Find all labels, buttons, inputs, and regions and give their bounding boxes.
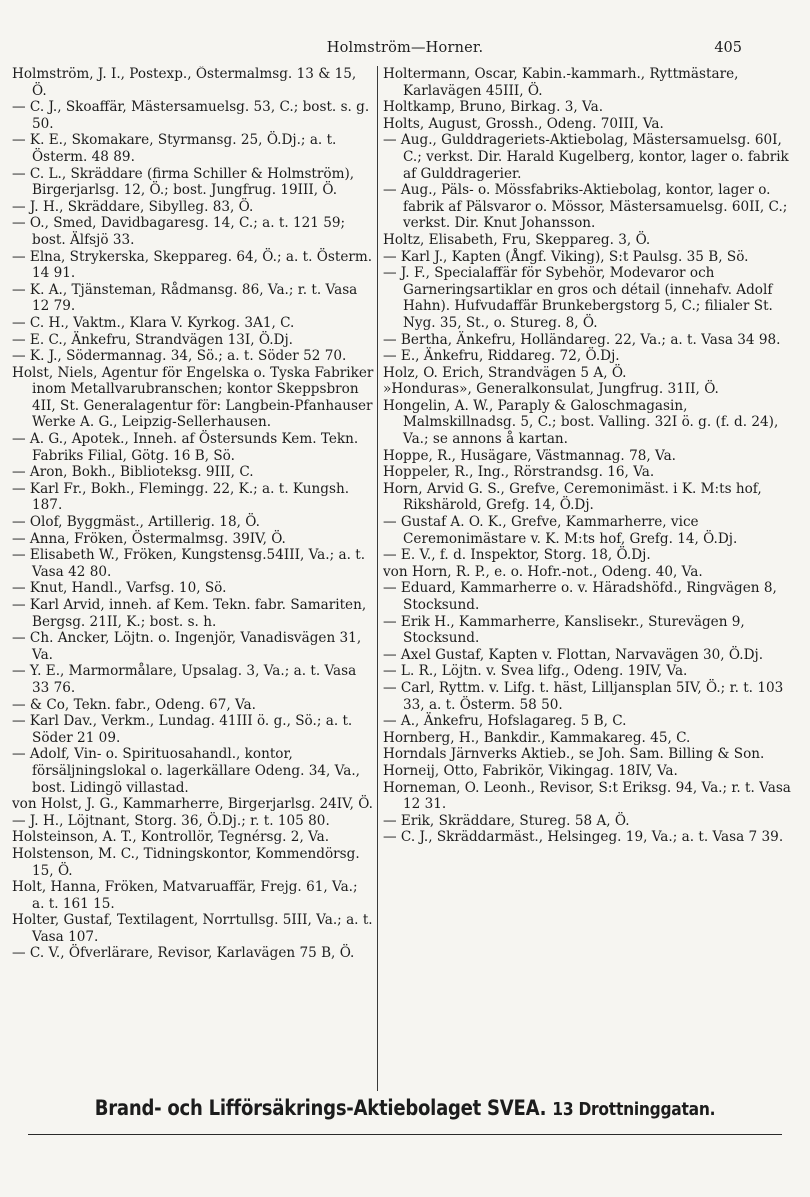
directory-entry: Holz, O. Erich, Strandvägen 5 A, Ö. <box>383 364 627 381</box>
directory-entry: — J. H., Skräddare, Sibylleg. 83, Ö. <box>12 198 254 215</box>
directory-entry: — C. J., Skräddarmäst., Helsingeg. 19, Va.; a. t. Vasa 7 39. <box>383 829 784 846</box>
directory-entry: — E., Änkefru, Riddareg. 72, Ö.Dj. <box>383 348 620 365</box>
column-divider <box>377 66 378 1091</box>
directory-entry: Hornberg, H., Bankdir., Kammakareg. 45, C. <box>383 729 691 746</box>
directory-entry: — Erik, Skräddare, Stureg. 58 A, Ö. <box>383 812 630 829</box>
directory-entry: Horneij, Otto, Fabrikör, Vikingag. 18IV, Va. <box>383 762 678 779</box>
directory-entry: — O., Smed, Davidbagaresg. 14, C.; a. t. 121 59; bost. Älfsjö 33. <box>12 215 346 248</box>
directory-entry: Holmström, J. I., Postexp., Östermalmsg. 13 & 15, Ö. <box>12 66 357 99</box>
directory-entry: — Aron, Bokh., Biblioteksg. 9III, C. <box>12 464 254 481</box>
directory-entry: — Carl, Ryttm. v. Lifg. t. häst, Lilljansplan 5IV, Ö.; r. t. 103 33, a. t. Österm. 58 50. <box>383 679 784 713</box>
directory-entry: Holt, Hanna, Fröken, Matvaruaffär, Frejg. 61, Va.; a. t. 161 15. <box>12 879 358 912</box>
directory-entry: Holter, Gustaf, Textilagent, Norrtullsg. 5III, Va.; a. t. Vasa 107. <box>12 912 373 945</box>
directory-entry: — Ch. Ancker, Löjtn. o. Ingenjör, Vanadisvägen 31, Va. <box>12 630 362 663</box>
directory-entry: — Gustaf A. O. K., Grefve, Kammarherre, vice Ceremonimästare v. K. M:ts hof, Grefg. 14, Ö.Dj. <box>383 514 738 547</box>
directory-entry: Holtz, Elisabeth, Fru, Skeppareg. 3, Ö. <box>383 231 651 248</box>
advertisement-banner <box>57 1096 754 1120</box>
directory-entry: — Olof, Byggmäst., Artillerig. 18, Ö. <box>12 514 260 531</box>
directory-entry: — C. L., Skräddare (firma Schiller & Holmström), Birgerjarlsg. 12, Ö.; bost. Jungfrug. 19III, Ö. <box>12 165 355 199</box>
directory-entry: Holtermann, Oscar, Kabin.-kammarh., Ryttmästare, Karlavägen 45III, Ö. <box>383 66 739 99</box>
directory-entry: — L. R., Löjtn. v. Svea lifg., Odeng. 19IV, Va. <box>383 663 688 680</box>
directory-entry: — & Co, Tekn. fabr., Odeng. 67, Va. <box>12 696 256 713</box>
advertisement-address: 13 Drottninggatan. <box>552 1099 716 1120</box>
directory-entry: — C. H., Vaktm., Klara V. Kyrkog. 3A1, C. <box>12 314 295 331</box>
directory-entry: »Honduras», Generalkonsulat, Jungfrug. 31II, Ö. <box>383 381 719 398</box>
directory-entry: — Elna, Strykerska, Skeppareg. 64, Ö.; a. t. Österm. 14 91. <box>12 248 373 282</box>
directory-entry: — Adolf, Vin- o. Spirituosahandl., kontor, försäljningslokal o. lagerkällare Odeng. 34, Va., bost. Lidingö villastad. <box>12 746 360 796</box>
directory-entry: Holstenson, M. C., Tidningskontor, Kommendörsg. 15, Ö. <box>12 845 360 879</box>
directory-entry: — Karl Dav., Verkm., Lundag. 41III ö. g., Sö.; a. t. Söder 21 09. <box>12 713 353 746</box>
directory-entry: — K. E., Skomakare, Styrmansg. 25, Ö.Dj.; a. t. Österm. 48 89. <box>12 132 337 165</box>
directory-entry: — K. J., Södermannag. 34, Sö.; a. t. Söder 52 70. <box>12 348 347 365</box>
directory-entry: von Horn, R. P., e. o. Hofr.-not., Odeng. 40, Va. <box>383 563 703 580</box>
directory-entry: — A. G., Apotek., Inneh. af Östersunds Kem. Tekn. Fabriks Filial, Götg. 16 B, Sö. <box>12 431 359 464</box>
right-column <box>383 66 801 1091</box>
directory-entry: Holts, August, Grossh., Odeng. 70III, Va. <box>383 115 664 132</box>
advertisement-text: Brand- och Lifförsäkrings-Aktiebolaget SVEA. <box>94 1096 547 1120</box>
directory-entry: von Holst, J. G., Kammarherre, Birgerjarlsg. 24IV, Ö. <box>12 796 373 813</box>
directory-entry: Hoppe, R., Husägare, Västmannag. 78, Va. <box>383 447 677 464</box>
directory-entry: Hoppeler, R., Ing., Rörstrandsg. 16, Va. <box>383 464 655 481</box>
directory-entry: — Aug., Gulddrageriets-Aktiebolag, Mästersamuelsg. 60I, C.; verkst. Dir. Harald Kugelberg, kontor, lager o. fabrik af Gulddragerier. <box>383 132 789 182</box>
directory-entry: — Karl Arvid, inneh. af Kem. Tekn. fabr. Samariten, Bergsg. 21II, K.; bost. s. h. <box>12 597 367 630</box>
directory-entry: — Karl Fr., Bokh., Flemingg. 22, K.; a. t. Kungsh. 187. <box>12 480 350 514</box>
directory-entry: Horn, Arvid G. S., Grefve, Ceremonimäst. i K. M:ts hof, Rikshärold, Grefg. 14, Ö.Dj. <box>383 480 762 514</box>
directory-entry: Hongelin, A. W., Paraply & Galoschmagasin, Malmskillnadsg. 5, C.; bost. Valling. 32I ö. g. (f. d. 24), Va.; se annons å kartan. <box>383 397 779 448</box>
directory-entry: Holtkamp, Bruno, Birkag. 3, Va. <box>383 99 604 116</box>
directory-entry: — Elisabeth W., Fröken, Kungstensg.54III, Va.; a. t. Vasa 42 80. <box>12 547 366 580</box>
directory-entry: — C. J., Skoaffär, Mästersamuelsg. 53, C.; bost. s. g. 50. <box>12 99 370 132</box>
directory-entry: Horneman, O. Leonh., Revisor, S:t Eriksg. 94, Va.; r. t. Vasa 12 31. <box>383 779 791 813</box>
bottom-rule <box>28 1134 782 1135</box>
directory-entry: — Axel Gustaf, Kapten v. Flottan, Narvavägen 30, Ö.Dj. <box>383 646 764 663</box>
directory-entry: — E. C., Änkefru, Strandvägen 13I, Ö.Dj. <box>12 331 293 348</box>
directory-entry: — J. F., Specialaffär för Sybehör, Modevaror och Garneringsartiklar en gros och détail (innehafv. Adolf Hahn). Hufvudaffär Brunkebergstorg 5, C.; filialer St. Nyg. 35, St., o. Stureg. 8, Ö. <box>383 265 773 331</box>
page-title: Holmström—Horner. <box>326 40 484 56</box>
directory-entry: — A., Änkefru, Hofslagareg. 5 B, C. <box>383 713 627 730</box>
directory-entry: — C. V., Öfverlärare, Revisor, Karlavägen 75 B, Ö. <box>12 945 355 962</box>
directory-entry: — J. H., Löjtnant, Storg. 36, Ö.Dj.; r. t. 105 80. <box>12 812 330 829</box>
directory-entry: — Aug., Päls- o. Mössfabriks-Aktiebolag, kontor, lager o. fabrik af Pälsvaror o. Mössor, Mästersamuelsg. 60II, C.; verkst. Dir. Knut Johansson. <box>383 182 788 232</box>
directory-entry: — Anna, Fröken, Östermalmsg. 39IV, Ö. <box>12 530 286 547</box>
directory-entry: — E. V., f. d. Inspektor, Storg. 18, Ö.Dj. <box>383 547 651 564</box>
directory-entry: Holsteinson, A. T., Kontrollör, Tegnérsg. 2, Va. <box>12 829 330 846</box>
directory-entry: — Eduard, Kammarherre o. v. Häradshöfd., Ringvägen 8, Stocksund. <box>383 580 777 613</box>
directory-entry: — Karl J., Kapten (Ångf. Viking), S:t Paulsg. 35 B, Sö. <box>383 248 749 265</box>
directory-entry: Horndals Järnverks Aktieb., se Joh. Sam. Billing & Son. <box>383 746 765 763</box>
directory-entry: — Erik H., Kammarherre, Kanslisekr., Sturevägen 9, Stocksund. <box>383 613 745 647</box>
directory-entry: — K. A., Tjänsteman, Rådmansg. 86, Va.; r. t. Vasa 12 79. <box>12 281 358 315</box>
left-column <box>12 66 374 1091</box>
directory-entry: — Bertha, Änkefru, Holländareg. 22, Va.; a. t. Vasa 34 98. <box>383 331 781 348</box>
page-header <box>0 40 810 62</box>
directory-entry: — Y. E., Marmormålare, Upsalag. 3, Va.; a. t. Vasa 33 76. <box>12 663 357 696</box>
directory-entry: Holst, Niels, Agentur för Engelska o. Tyska Fabriker inom Metallvarubranschen; kontor Skeppsbron 4II, St. Generalagentur för: Langbein-Pfanhauser Werke A. G., Leipzig-Sellerhausen. <box>12 364 374 431</box>
page-number: 405 <box>714 40 742 56</box>
directory-entry: — Knut, Handl., Varfsg. 10, Sö. <box>12 580 227 597</box>
